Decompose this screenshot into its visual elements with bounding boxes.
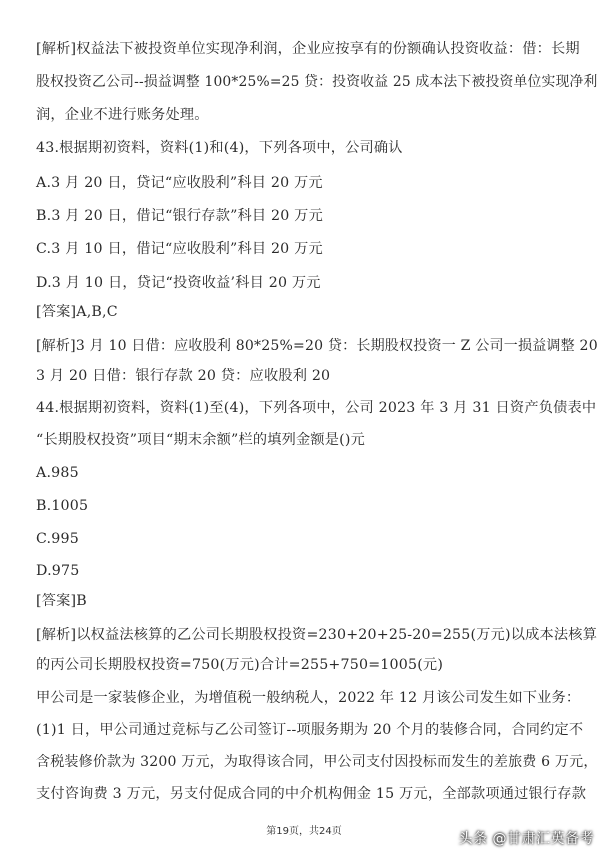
option-c: C.995 xyxy=(36,531,79,547)
analysis-44: [解析]以权益法核算的乙公司长期股权投资=230+20+25-20=255(万元)以成本法核算 xyxy=(36,627,598,643)
question-44: 44.根据期初资料，资料(1)至(4)，下列各项中，公司 2023 年 3 月 31 日资产负债表中 xyxy=(36,400,597,416)
watermark: 头条 @甘肃汇英备考 xyxy=(458,831,594,847)
option-a: A.985 xyxy=(36,465,79,481)
option-d: D.975 xyxy=(36,563,80,579)
text-line: 股权投资乙公司--损益调整 100*25%=25 贷：投资收益 25 成本法下被投资单位实现净利 xyxy=(36,74,598,90)
text-line: 润，企业不进行账务处理。 xyxy=(36,107,209,123)
option-b: B.1005 xyxy=(36,498,89,514)
text-line: 的丙公司长期股权投资=750(万元)合计=255+750=1005(元) xyxy=(36,657,444,673)
text-line: 支付咨询费 3 万元，另支付促成合同的中介机构佣金 15 万元，全部款项通过银行存款 xyxy=(36,786,587,802)
option-c: C.3 月 10 日，借记“应收股利”科目 20 万元 xyxy=(36,241,323,257)
case-item-1: (1)1 日，甲公司通过竞标与乙公司签订--项服务期为 20 个月的装修合同，合同约定不 xyxy=(36,722,584,738)
question-43: 43.根据期初资料，资料(1)和(4)，下列各项中，公司确认 xyxy=(36,140,403,156)
analysis-43: [解析]3 月 10 日借：应收股利 80*25%=20 贷：长期股权投资一 Z 公司一损益调整 20 xyxy=(36,338,598,354)
page-number: 第19页，共24页 xyxy=(266,826,342,837)
text-line: 3 月 20 日借：银行存款 20 贷：应收股利 20 xyxy=(36,368,331,384)
text-line: 含税装修价款为 3200 万元，为取得该合同，甲公司支付因投标而发生的差旅费 6 万元， xyxy=(36,754,598,770)
option-b: B.3 月 20 日，借记“银行存款”科目 20 万元 xyxy=(36,208,323,224)
text-line: “长期股权投资”项目“期末余额”栏的填列金额是()元 xyxy=(36,432,366,448)
answer-44: [答案]B xyxy=(36,593,87,609)
text-line: [解析]权益法下被投资单位实现净利润，企业应按享有的份额确认投资收益：借：长期 xyxy=(36,41,580,57)
option-d: D.3 月 10 日，贷记“投资收益’科目 20 万元 xyxy=(36,275,321,291)
option-a: A.3 月 20 日，贷记“应收股利”科目 20 万元 xyxy=(36,175,323,191)
answer-43: [答案]A,B,C xyxy=(36,304,118,320)
case-intro: 甲公司是一家装修企业，为增值税一般纳税人，2022 年 12 月该公司发生如下业务： xyxy=(36,690,581,706)
